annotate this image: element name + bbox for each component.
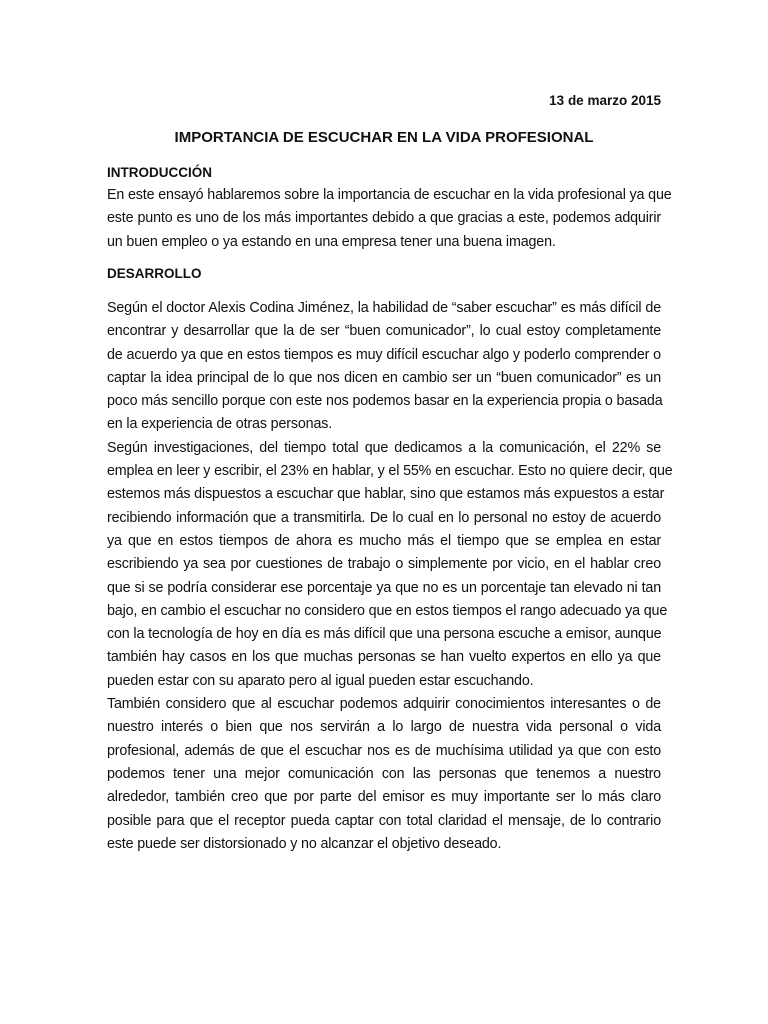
document-title: IMPORTANCIA DE ESCUCHAR EN LA VIDA PROFESIONAL (174, 129, 594, 146)
text-line: un buen empleo o ya estando en una empresa tener una buena imagen. (107, 233, 556, 250)
text-line: con la tecnología de hoy en día es más difícil que una persona escuche a emisor, aunque (107, 626, 662, 643)
section-heading-desarrollo: DESARROLLO (107, 266, 202, 281)
text-line: encontrar y desarrollar que la de ser “buen comunicador”, lo cual estoy completamente (107, 323, 661, 340)
text-line: este punto es uno de los más importantes debido a que gracias a este, podemos adquirir (107, 210, 661, 227)
text-line: profesional, además de que el escuchar nos es de muchísima utilidad ya que con esto (107, 742, 661, 759)
text-line: podemos tener una mejor comunicación con las personas que tenemos a nuestro (107, 765, 661, 782)
document-date: 13 de marzo 2015 (549, 93, 661, 108)
section-heading-introduccion: INTRODUCCIÓN (107, 165, 212, 180)
text-line: en la experiencia de otras personas. (107, 416, 333, 433)
text-line: nuestro interés o bien que nos servirán a lo largo de nuestra vida personal o vida (107, 719, 661, 736)
text-line: emplea en leer y escribir, el 23% en hablar, y el 55% en escuchar. Esto no quiere decir, que (107, 463, 673, 480)
text-line: Según investigaciones, del tiempo total que dedicamos a la comunicación, el 22% se (107, 439, 661, 456)
text-line: escribiendo ya sea por cuestiones de trabajo o simplemente por vicio, en el hablar creo (107, 556, 661, 573)
text-line: este puede ser distorsionado y no alcanzar el objetivo deseado. (107, 835, 502, 852)
text-line: En este ensayó hablaremos sobre la importancia de escuchar en la vida profesional ya que (107, 187, 672, 203)
section-body-introduccion (107, 184, 672, 254)
text-line: pueden estar con su aparato pero al igual pueden estar escuchando. (107, 672, 534, 689)
text-line: posible para que el receptor pueda captar con total claridad el mensaje, de lo contrario (107, 812, 661, 829)
text-line: de acuerdo ya que en estos tiempos es muy difícil escuchar algo y poderlo comprender o (107, 346, 661, 363)
text-line: captar la idea principal de lo que nos dicen en cambio ser un “buen comunicador” es un (107, 369, 661, 386)
text-line: poco más sencillo porque con este nos podemos basar en la experiencia propia o basada (107, 393, 663, 410)
text-line: recibiendo información que a transmitirla. De lo cual en lo personal no estoy de acuerdo (107, 509, 661, 526)
text-line: ya que en estos tiempos de ahora es mucho más el tiempo que se emplea en estar (107, 532, 661, 549)
text-line: estemos más dispuestos a escuchar que hablar, sino que estamos más expuestos a estar (107, 486, 665, 503)
text-line: También considero que al escuchar podemos adquirir conocimientos interesantes o de (107, 696, 661, 713)
text-line: Según el doctor Alexis Codina Jiménez, la habilidad de “saber escuchar” es más difícil de (107, 300, 661, 316)
text-line: bajo, en cambio el escuchar no considero que en estos tiempos el rango adecuado ya que (107, 602, 668, 619)
text-line: alrededor, también creo que por parte del emisor es muy importante ser lo más claro (107, 789, 661, 806)
section-body-desarrollo (107, 297, 673, 856)
text-line: también hay casos en los que muchas personas se han vuelto expertos en ello ya que (107, 649, 661, 666)
text-line: que si se podría considerar ese porcentaje ya que no es un porcentaje tan elevado ni tan (107, 579, 661, 596)
